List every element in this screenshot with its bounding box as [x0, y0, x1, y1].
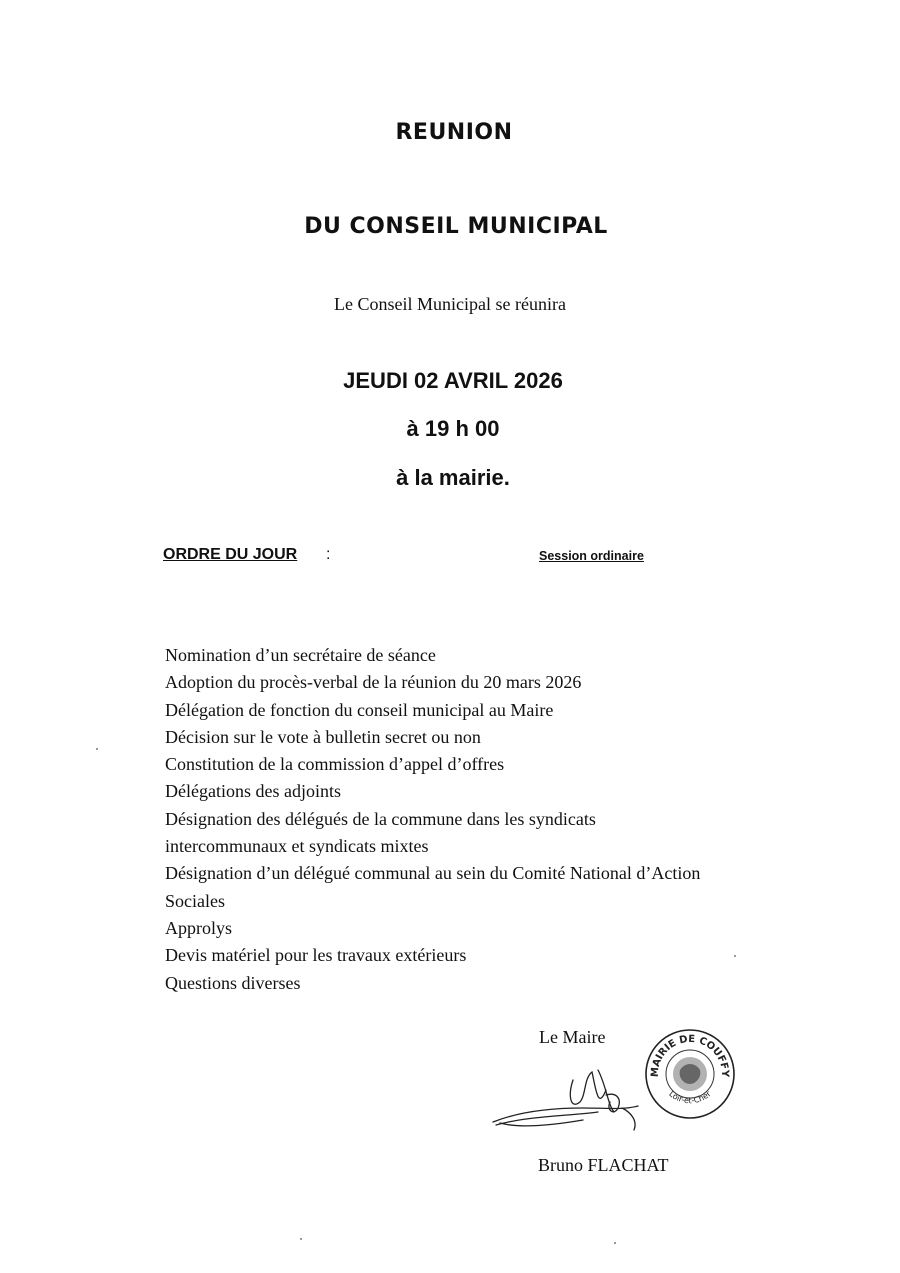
agenda-item: Devis matériel pour les travaux extérieurs: [165, 945, 467, 966]
handwritten-signature: [488, 1050, 648, 1140]
agenda-label-colon: :: [326, 546, 331, 563]
agenda-item: Désignation d’un délégué communal au sein du Comité National d’Action: [165, 863, 701, 884]
meeting-time: à 19 h 00: [406, 416, 500, 441]
agenda-item: Nomination d’un secrétaire de séance: [165, 645, 436, 665]
mayor-name: Bruno FLACHAT: [538, 1155, 669, 1175]
agenda-item: Sociales: [165, 890, 225, 911]
scan-speck: [300, 1238, 302, 1240]
svg-text:Loir-et-Cher: [667, 1089, 713, 1105]
agenda-item: Adoption du procès-verbal de la réunion du 20 mars 2026: [165, 672, 582, 693]
agenda-item: Approlys: [165, 917, 232, 938]
title-line-2: DU CONSEIL MUNICIPAL: [304, 214, 608, 239]
agenda-item: Constitution de la commission d’appel d’offres: [165, 754, 505, 775]
intro-text: Le Conseil Municipal se réunira: [334, 294, 566, 314]
meeting-date: JEUDI 02 AVRIL 2026: [343, 368, 563, 393]
agenda-item: intercommunaux et syndicats mixtes: [165, 836, 429, 857]
scan-speck: [96, 748, 98, 750]
mayor-title: Le Maire: [539, 1027, 606, 1047]
agenda-item: Décision sur le vote à bulletin secret ou non: [165, 726, 481, 747]
agenda-item: Délégations des adjoints: [165, 781, 341, 802]
stamp-text-bottom: Loir-et-Cher: [667, 1089, 713, 1106]
agenda-item: Désignation des délégués de la commune dans les syndicats: [165, 808, 596, 829]
title-line-1: REUNION: [395, 120, 513, 145]
stamp-text-top: MAIRIE DE COUFFY: [649, 1033, 731, 1078]
agenda-label: ORDRE DU JOUR: [163, 546, 298, 563]
agenda-item: Délégation de fonction du conseil municipal au Maire: [165, 699, 554, 720]
session-type: Session ordinaire: [539, 549, 644, 563]
meeting-place: à la mairie.: [396, 465, 510, 490]
scan-speck: [614, 1242, 616, 1244]
scan-speck: [734, 955, 736, 957]
agenda-list: [165, 642, 845, 997]
mairie-stamp: [640, 1022, 740, 1122]
agenda-item: Questions diverses: [165, 972, 301, 993]
